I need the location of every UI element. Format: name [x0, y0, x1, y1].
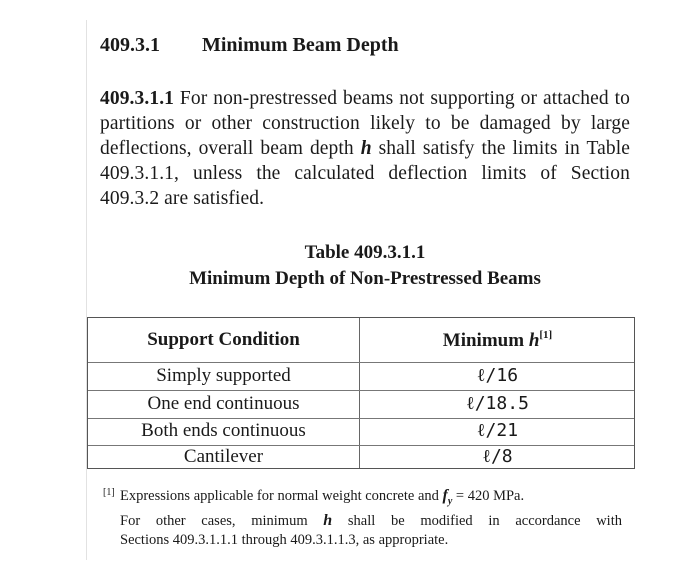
footnote-line-1-text: Expressions applicable for normal weight concrete and: [120, 488, 443, 504]
row-divider: [88, 418, 634, 419]
footnote-marker: [1]: [103, 487, 115, 498]
table-row-min-h: ℓ/16: [476, 365, 519, 386]
footnote-line-2: [120, 511, 622, 531]
paragraph-number: 409.3.1.1: [100, 88, 175, 109]
header-minimum-h: [360, 329, 635, 352]
table-row-condition: Simply supported: [156, 365, 291, 386]
footnote-line-1-value: = 420 MPa.: [452, 488, 525, 504]
section-number: 409.3.1: [100, 34, 160, 56]
depth-symbol: h: [360, 138, 372, 159]
header-footnote-ref: [1]: [539, 329, 553, 341]
fy-subscript: y: [447, 496, 453, 508]
header-h-symbol: h: [528, 330, 540, 351]
minimum-depth-table: [87, 317, 635, 469]
fy-f: f: [442, 487, 448, 504]
footnote-line-2-before: For other cases, minimum: [120, 513, 324, 530]
table-row-condition: Both ends continuous: [141, 420, 306, 441]
table-title: Minimum Depth of Non-Prestressed Beams: [189, 268, 541, 289]
table-row-condition: Cantilever: [183, 446, 264, 467]
table-row-min-h: ℓ/8: [482, 446, 513, 467]
table-row-condition: One end continuous: [147, 393, 300, 414]
footnote-line-3: Sections 409.3.1.1.1 through 409.3.1.1.3, as appropriate.: [120, 532, 449, 549]
footnote-h-symbol: h: [323, 512, 333, 530]
margin-rule: [86, 20, 87, 560]
header-support-condition: Support Condition: [147, 329, 300, 350]
section-title: Minimum Beam Depth: [202, 34, 399, 56]
fy-symbol: [442, 487, 453, 508]
footnote-line-2-after: shall be modified in accordance with: [332, 513, 622, 530]
section-heading: [100, 34, 399, 57]
header-divider: [88, 362, 634, 363]
row-divider: [88, 390, 634, 391]
footnote-line-1: [120, 486, 622, 511]
paragraph-text-after: shall satisfy the limits in Table 409.3.1.1, unless the calculated deflection limits of Section 409.3.2 are satisfied.: [100, 138, 630, 209]
paragraph-text-before: For non-prestressed beams not supporting or attached to partitions or other construction likely to be damaged by large deflections, overall beam depth: [100, 88, 630, 159]
header-minimum-label: Minimum: [442, 330, 529, 351]
table-row-min-h: ℓ/18.5: [466, 393, 529, 414]
table-number: Table 409.3.1.1: [304, 242, 426, 263]
table-footnote: [103, 486, 622, 550]
table-row-min-h: ℓ/21: [476, 420, 519, 441]
paragraph-409-3-1-1: [100, 86, 630, 211]
